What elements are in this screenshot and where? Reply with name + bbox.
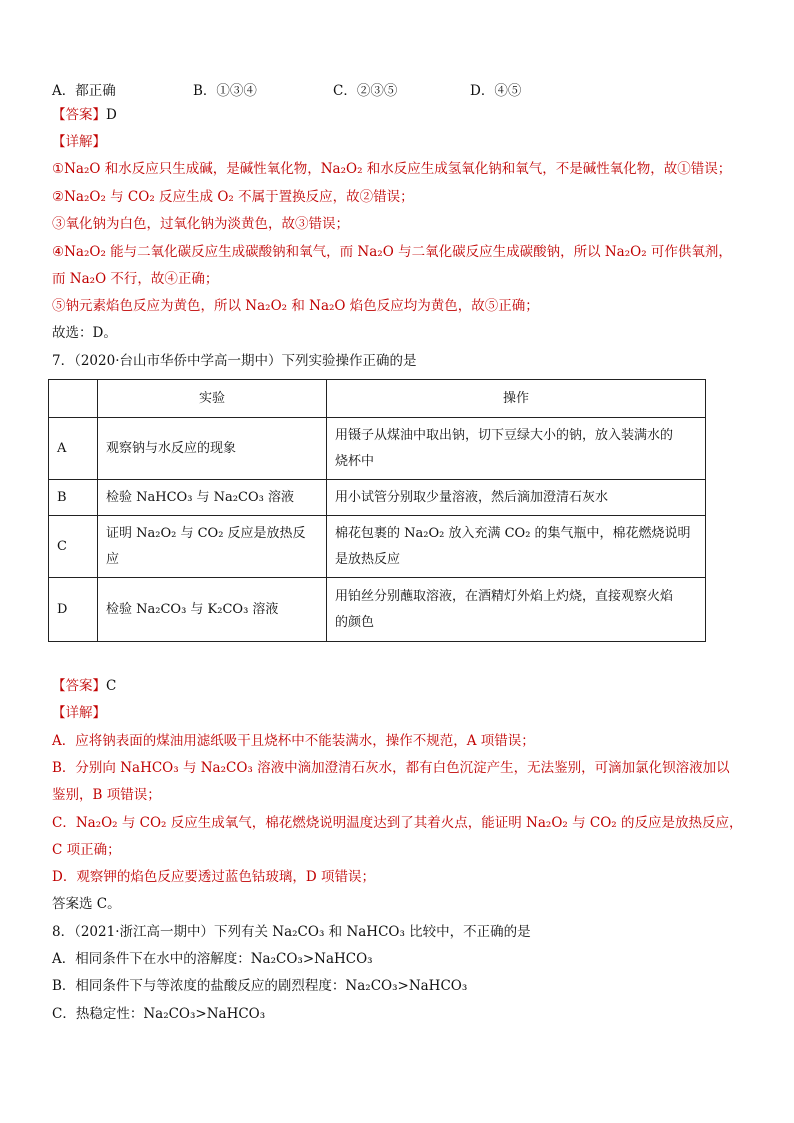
q6-detail-6: ⑤钠元素焰色反应为黄色，所以 Na₂O₂ 和 Na₂O 焰色反应均为黄色，故⑤正确； — [52, 298, 539, 314]
answer-value: C — [106, 678, 117, 694]
row-operation — [327, 516, 706, 578]
row-label: C — [49, 516, 98, 578]
row-experiment: 证明 Na₂O₂ 与 CO₂ 反应是放热反应 — [98, 516, 327, 578]
table-header-cell: 实验 — [98, 380, 327, 418]
q7-conclusion: 答案选 C。 — [52, 896, 121, 912]
row-operation — [327, 578, 706, 642]
operation-line: 用镊子从煤油中取出钠，切下豆绿大小的钠，放入装满水的 — [335, 427, 674, 443]
q6-answer — [52, 105, 117, 125]
q6-detail-2: ②Na₂O₂ 与 CO₂ 反应生成 O₂ 不属于置换反应，故②错误； — [52, 189, 414, 205]
answer-label: 【答案】 — [52, 678, 106, 694]
q8-stem: 8．（2021·浙江高一期中）下列有关 Na₂CO₃ 和 NaHCO₃ 比较中，不正确的是 — [52, 924, 531, 940]
operation-line: 的颜色 — [335, 614, 375, 630]
table-header-row — [49, 380, 706, 418]
q7-table — [48, 379, 706, 642]
operation-line: 是放热反应 — [335, 551, 401, 567]
q8-option-b: B．相同条件下与等浓度的盐酸反应的剧烈程度：Na₂CO₃>NaHCO₃ — [52, 978, 468, 994]
row-operation — [327, 480, 706, 516]
row-experiment: 检验 Na₂CO₃ 与 K₂CO₃ 溶液 — [98, 578, 327, 642]
q6-detail-4: ④Na₂O₂ 能与二氧化碳反应生成碳酸钠和氧气，而 Na₂O 与二氧化碳反应生成碳酸钠，所以 Na₂O₂ 可作供氧剂， — [52, 244, 732, 260]
q7-detail-c: C．Na₂O₂ 与 CO₂ 反应生成氧气，棉花燃烧说明温度达到了其着火点，能证明 Na₂O₂ 与 CO₂ 的反应是放热反应， — [52, 815, 743, 831]
row-label: D — [49, 578, 98, 642]
row-operation — [327, 418, 706, 480]
table-row — [49, 578, 706, 642]
table-row — [49, 480, 706, 516]
operation-line: 用小试管分别取少量溶液，然后滴加澄清石灰水 — [335, 489, 609, 505]
table-header-cell: 操作 — [327, 380, 706, 418]
q6-detail-5: 而 Na₂O 不行，故④正确； — [52, 271, 219, 287]
q7-stem: 7．（2020·台山市华侨中学高一期中）下列实验操作正确的是 — [52, 353, 417, 369]
q7-answer — [52, 676, 116, 696]
q7-detail-d: D．观察钾的焰色反应要透过蓝色钴玻璃，D 项错误； — [52, 869, 375, 885]
q6-option-a: A．都正确 — [52, 83, 116, 99]
q8-option-c: C．热稳定性：Na₂CO₃>NaHCO₃ — [52, 1006, 266, 1022]
q8-option-a: A．相同条件下在水中的溶解度：Na₂CO₃>NaHCO₃ — [52, 951, 373, 967]
q6-detail-1: ①Na₂O 和水反应只生成碱，是碱性氧化物，Na₂O₂ 和水反应生成氢氧化钠和氧气，不是碱性氧化物，故①错误； — [52, 161, 732, 177]
q6-option-b: B．①③④ — [193, 83, 257, 99]
q6-detail-label: 【详解】 — [52, 134, 106, 150]
q7-detail-a: A．应将钠表面的煤油用滤纸吸干且烧杯中不能装满水，操作不规范，A 项错误； — [52, 733, 535, 749]
q6-conclusion: 故选：D。 — [52, 325, 117, 341]
answer-value: D — [106, 107, 117, 123]
row-experiment: 观察钠与水反应的现象 — [98, 418, 327, 480]
table-header-cell — [49, 380, 98, 418]
q6-detail-3: ③氧化钠为白色，过氧化钠为淡黄色，故③错误； — [52, 216, 349, 232]
table-row — [49, 418, 706, 480]
row-experiment: 检验 NaHCO₃ 与 Na₂CO₃ 溶液 — [98, 480, 327, 516]
operation-line: 用铂丝分别蘸取溶液，在酒精灯外焰上灼烧，直接观察火焰 — [335, 588, 674, 604]
q7-detail-b: B．分别向 NaHCO₃ 与 Na₂CO₃ 溶液中滴加澄清石灰水，都有白色沉淀产生，无法鉴别，可滴加氯化钡溶液加以 — [52, 760, 730, 776]
answer-label: 【答案】 — [52, 107, 106, 123]
operation-line: 烧杯中 — [335, 453, 375, 469]
row-label: A — [49, 418, 98, 480]
operation-line: 棉花包裹的 Na₂O₂ 放入充满 CO₂ 的集气瓶中，棉花燃烧说明 — [335, 525, 691, 541]
row-label: B — [49, 480, 98, 516]
q7-detail-c-cont: C 项正确； — [52, 842, 121, 858]
q6-option-d: D．④⑤ — [470, 83, 522, 99]
q7-detail-b-cont: 鉴别，B 项错误； — [52, 787, 161, 803]
q6-option-c: C．②③⑤ — [333, 83, 398, 99]
q7-detail-label: 【详解】 — [52, 705, 106, 721]
table-row — [49, 516, 706, 578]
